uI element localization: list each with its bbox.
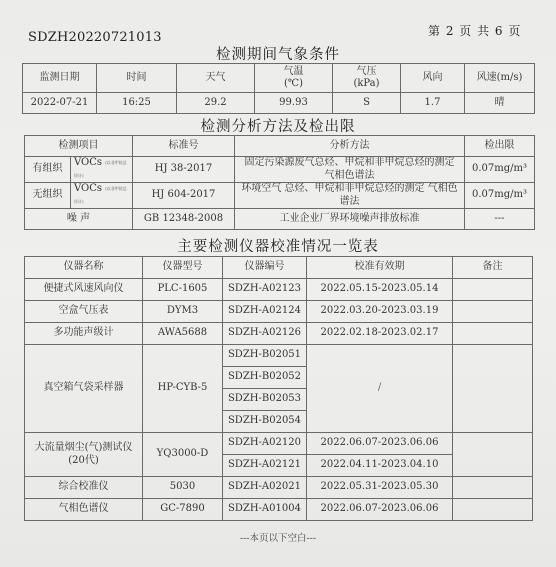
instrument-name: 大流量烟尘(气)测试仪(20代): [25, 433, 143, 477]
header-method: 分析方法: [235, 136, 465, 157]
instrument-number: SDZH-A01004: [223, 499, 307, 521]
header-time: 时间: [97, 64, 177, 93]
pressure-label: 气压: [356, 65, 377, 77]
method-row: [25, 157, 535, 183]
instrument-model: PLC-1605: [143, 279, 223, 301]
method-row: [25, 183, 535, 209]
instrument-row: [25, 433, 533, 455]
item-label: [71, 183, 133, 209]
instrument-row: [25, 499, 533, 521]
group-label: 无组织: [25, 183, 71, 209]
instrument-validity: 2022.06.07-2023.06.06: [307, 433, 453, 455]
instrument-validity: 2022.04.11-2023.04.10: [307, 455, 453, 477]
header-pressure: [333, 64, 401, 93]
doc-number: SDZH20220721013: [28, 30, 162, 45]
instrument-number: SDZH-B02054: [223, 411, 307, 433]
pressure-unit: (kPa): [353, 78, 380, 89]
header-date: 监测日期: [23, 64, 97, 93]
weather-table: [22, 63, 535, 114]
instrument-number: SDZH-A02126: [223, 323, 307, 345]
footer-note: ---本页以下空白---: [239, 533, 317, 544]
instrument-model: 5030: [143, 477, 223, 499]
cell-date: 2022-07-21: [23, 93, 97, 114]
instrument-name: 气相色谱仪: [25, 499, 143, 521]
instrument-remark: [453, 323, 533, 345]
instrument-remark: [453, 433, 533, 477]
instrument-number: SDZH-A02123: [223, 279, 307, 301]
instrument-validity: 2022.06.07-2023.06.06: [307, 499, 453, 521]
instrument-remark: [453, 499, 533, 521]
header-limit: 检出限: [465, 136, 535, 157]
item-note: (以非甲烷总烃计): [74, 186, 127, 204]
instrument-name: 真空箱气袋采样器: [25, 345, 143, 433]
cell-temp: 99.93: [255, 93, 333, 114]
instrument-number: SDZH-B02053: [223, 389, 307, 411]
header-name: 仪器名称: [25, 257, 143, 279]
cell-pressure: S: [333, 93, 401, 114]
instrument-row: [25, 301, 533, 323]
item-label: [71, 157, 133, 183]
method-text: 环境空气 总烃、甲烷和非甲烷总烃的测定 气相色谱法: [235, 183, 465, 209]
limit-value: ---: [465, 209, 535, 230]
instrument-model: DYM3: [143, 301, 223, 323]
instrument-name: 综合校准仪: [25, 477, 143, 499]
page-number: 第 2 页 共 6 页: [428, 24, 522, 38]
instrument-number: SDZH-A02121: [223, 455, 307, 477]
header-standard: 标准号: [133, 136, 235, 157]
instrument-validity: 2022.05.15-2023.05.14: [307, 279, 453, 301]
cell-wind-dir: 1.7: [401, 93, 465, 114]
instrument-validity: 2022.02.18-2023.02.17: [307, 323, 453, 345]
instrument-model: AWA5688: [143, 323, 223, 345]
item-label: 噪 声: [25, 209, 133, 230]
instrument-number: SDZH-B02051: [223, 345, 307, 367]
instrument-validity: 2022.05.31-2023.05.30: [307, 477, 453, 499]
temp-unit: (℃): [284, 78, 303, 89]
header-temp: [255, 64, 333, 93]
header-remark: 备注: [453, 257, 533, 279]
instrument-row: [25, 345, 533, 367]
instrument-name: 空盒气压表: [25, 301, 143, 323]
item-name: VOCs: [74, 183, 103, 194]
standard-number: GB 12348-2008: [133, 209, 235, 230]
instruments-section-title: 主要检测仪器校准情况一览表: [177, 239, 379, 255]
header-wind-speed: 风速(m/s): [465, 64, 535, 93]
instrument-row: [25, 323, 533, 345]
instrument-number: SDZH-A02124: [223, 301, 307, 323]
methods-table: [24, 135, 535, 230]
header-wind-dir: 风向: [401, 64, 465, 93]
temp-label: 气温: [283, 65, 304, 77]
instruments-table: [24, 256, 533, 521]
cell-wind-speed: 晴: [465, 93, 535, 114]
group-label: 有组织: [25, 157, 71, 183]
item-note: (以非甲烷总烃计): [74, 160, 127, 178]
instrument-row: [25, 477, 533, 499]
header-number: 仪器编号: [223, 257, 307, 279]
methods-section-title: 检测分析方法及检出限: [200, 119, 356, 135]
method-text: 固定污染源废气总烃、甲烷和非甲烷总烃的测定 气相色谱法: [235, 157, 465, 183]
weather-section-title: 检测期间气象条件: [216, 47, 340, 63]
instrument-number: SDZH-A02120: [223, 433, 307, 455]
method-text: 工业企业厂界环境噪声排放标准: [235, 209, 465, 230]
cell-weather: 29.2: [177, 93, 255, 114]
header-validity: 校准有效期: [307, 257, 453, 279]
header-model: 仪器型号: [143, 257, 223, 279]
instrument-model: GC-7890: [143, 499, 223, 521]
instrument-remark: [453, 477, 533, 499]
instrument-number: SDZH-B02052: [223, 367, 307, 389]
instrument-remark: [453, 279, 533, 301]
limit-value: 0.07mg/m³: [465, 183, 535, 209]
cell-time: 16:25: [97, 93, 177, 114]
instrument-name: 多功能声级计: [25, 323, 143, 345]
weather-row: [23, 93, 535, 114]
instrument-row: [25, 279, 533, 301]
standard-number: HJ 604-2017: [133, 183, 235, 209]
instrument-validity: 2022.03.20-2023.03.19: [307, 301, 453, 323]
limit-value: 0.07mg/m³: [465, 157, 535, 183]
instrument-name: 便捷式风速风向仪: [25, 279, 143, 301]
instrument-remark: [453, 345, 533, 433]
instrument-model: HP-CYB-5: [143, 345, 223, 433]
instrument-validity: /: [307, 345, 453, 433]
instrument-number: SDZH-A02021: [223, 477, 307, 499]
item-name: VOCs: [74, 157, 103, 168]
instrument-model: YQ3000-D: [143, 433, 223, 477]
method-row: [25, 209, 535, 230]
standard-number: HJ 38-2017: [133, 157, 235, 183]
instrument-remark: [453, 301, 533, 323]
header-item: 检测项目: [25, 136, 133, 157]
header-weather: 天气: [177, 64, 255, 93]
